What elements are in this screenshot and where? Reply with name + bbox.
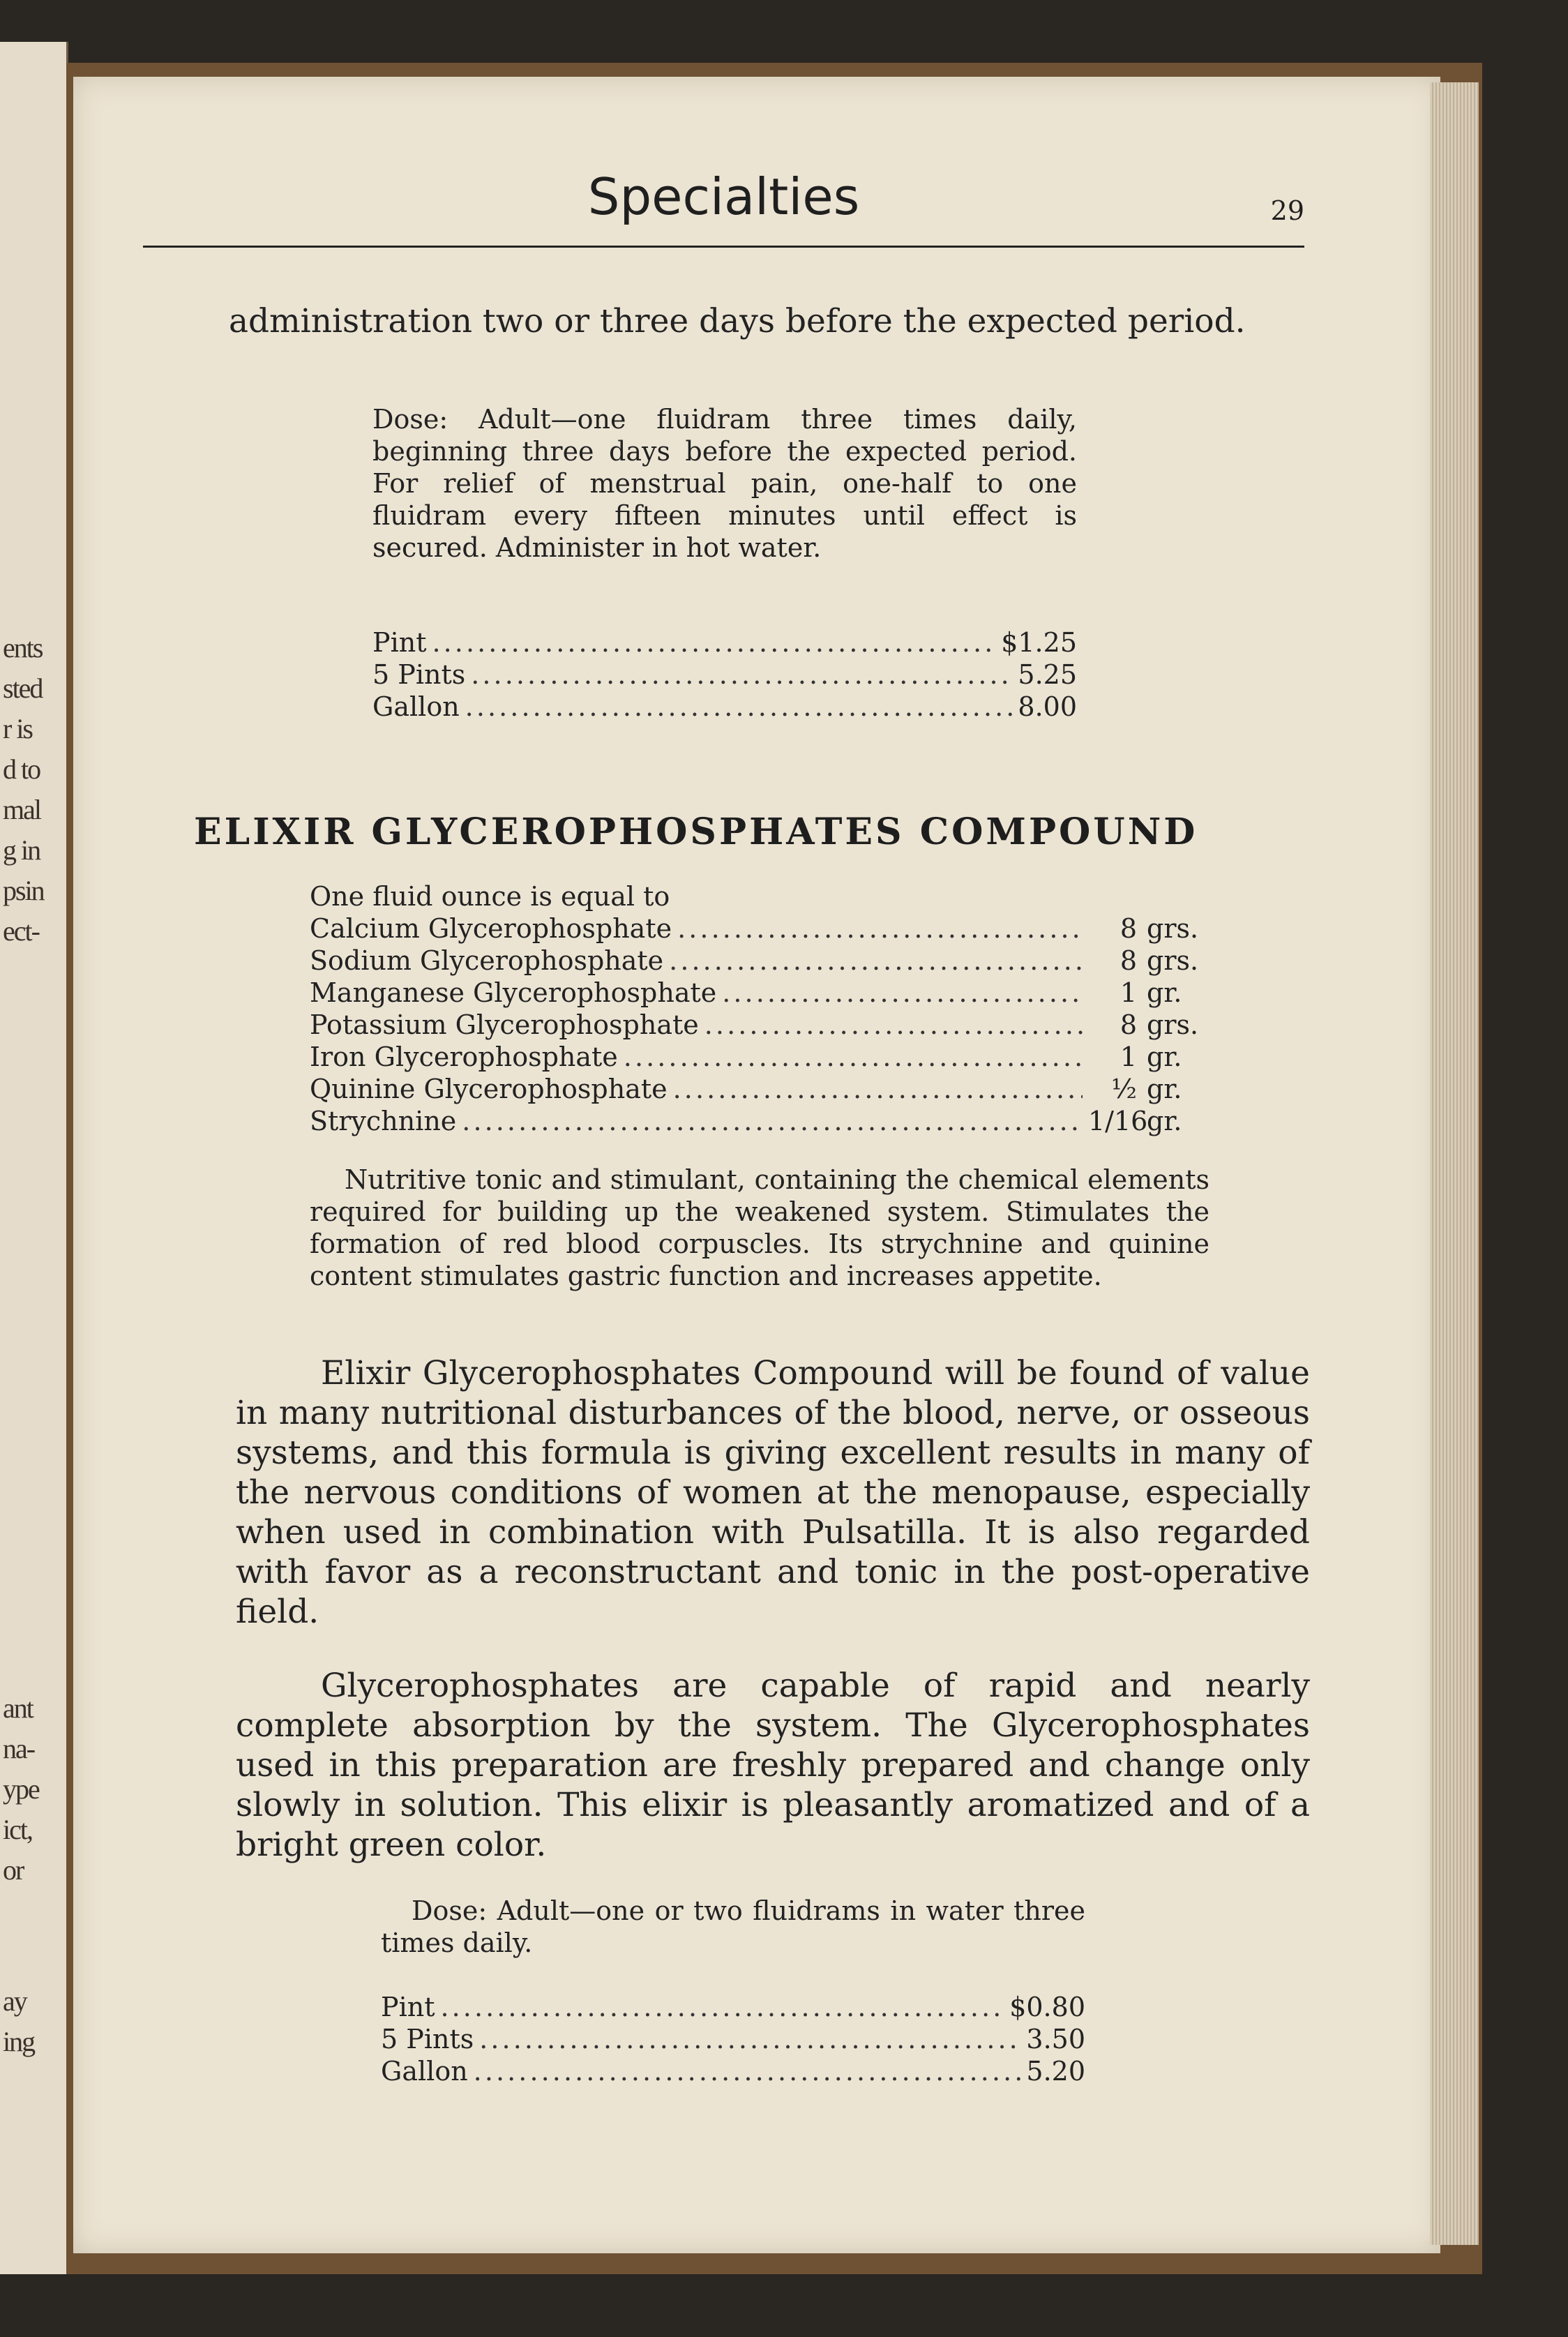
price-value: 5.25	[1018, 659, 1077, 690]
price-value: 8.00	[1018, 691, 1077, 722]
left-page-fragment: ents	[3, 632, 43, 663]
dot-leader	[669, 945, 1083, 977]
left-page-fragment: r is	[3, 713, 32, 744]
ingredients-intro: One fluid ounce is equal to	[310, 881, 670, 912]
dot-leader	[440, 1991, 1004, 2023]
left-page-fragment: psin	[3, 875, 44, 906]
price-row	[372, 626, 1077, 659]
ingredient-row	[310, 945, 1216, 977]
left-page-fragment: mal	[3, 794, 40, 825]
left-page-fragment: ant	[3, 1692, 33, 1724]
dot-leader	[722, 977, 1083, 1009]
ingredient-name: Iron Glycerophosphate	[310, 1042, 618, 1072]
price-item: Gallon	[372, 691, 460, 722]
ingredient-qty: 1	[1120, 977, 1137, 1008]
dose-paragraph: Dose: Adult—one fluidram three times daily, beginning three days before the expected period. For relief of menstrual pain, one-half to one fluidram every fifteen minutes until effect is secured. Administer in hot water.	[372, 404, 1077, 563]
ingredient-qty: 8	[1120, 1009, 1137, 1040]
left-page-fragment: ict,	[3, 1814, 32, 1845]
dot-leader	[479, 2023, 1020, 2055]
ingredient-unit: grs.	[1147, 945, 1199, 976]
ingredient-row	[310, 977, 1216, 1009]
left-page-fragment: ect-	[3, 915, 39, 947]
price-item: 5 Pints	[372, 659, 466, 690]
ingredient-name: Potassium Glycerophosphate	[310, 1009, 699, 1040]
ingredient-qty: 1	[1120, 1042, 1137, 1072]
price-row	[381, 1991, 1085, 2023]
ingredients-table	[310, 912, 1216, 1137]
ingredient-qty: 1/16	[1088, 1106, 1148, 1136]
dot-leader	[624, 1041, 1083, 1073]
description-paragraph: Nutritive tonic and stimulant, containing the chemical elements required for building up the weakened system. Stimulates the formation of red blood corpuscles. Its strychnine and quinine content stimulates gastric function and increases appetite.	[310, 1164, 1209, 1291]
ingredient-name: Strychnine	[310, 1106, 457, 1136]
ingredient-unit: grs.	[1147, 913, 1199, 944]
ingredient-row	[310, 1009, 1216, 1041]
ingredient-unit: gr.	[1147, 1042, 1182, 1072]
price-row	[372, 691, 1077, 723]
ingredient-unit: gr.	[1147, 1106, 1182, 1136]
page-number: 29	[1270, 195, 1304, 226]
page-edges	[1430, 82, 1479, 2245]
price-value: 5.20	[1026, 2056, 1085, 2087]
dot-leader	[432, 626, 995, 659]
ingredient-name: Manganese Glycerophosphate	[310, 977, 717, 1008]
left-page-fragment: na-	[3, 1733, 35, 1764]
dot-leader	[673, 1073, 1083, 1105]
price-row	[381, 2055, 1085, 2087]
left-page-edge	[0, 42, 68, 2274]
dot-leader	[471, 659, 1012, 691]
ingredient-qty: 8	[1120, 913, 1137, 944]
left-page-fragment: g in	[3, 834, 40, 866]
price-table	[372, 626, 1077, 723]
left-page-fragment: sted	[3, 672, 43, 704]
left-page-fragment: ype	[3, 1773, 39, 1805]
price-value: 3.50	[1026, 2024, 1085, 2054]
ingredient-qty: ½	[1111, 1074, 1137, 1104]
left-page-fragment: d to	[3, 753, 40, 785]
dot-leader	[474, 2055, 1021, 2087]
ingredient-row	[310, 1105, 1216, 1137]
ingredient-name: Calcium Glycerophosphate	[310, 913, 672, 944]
left-page-fragment: ay	[3, 1985, 27, 2017]
price-table-2	[381, 1991, 1085, 2087]
body-paragraph-1: Elixir Glycerophosphates Compound will be found of value in many nutritional disturbances of the blood, nerve, or osseous systems, and this formula is giving excellent results in many of the nervous conditions of women at the menopause, especially when used in combination with Pulsatilla. It is also regarded with favor as a reconstructant and tonic in the post-operative field.	[236, 1354, 1310, 1631]
ingredient-unit: gr.	[1147, 1074, 1182, 1104]
ingredient-row	[310, 912, 1216, 945]
ingredient-name: Sodium Glycerophosphate	[310, 945, 664, 976]
price-item: 5 Pints	[381, 2024, 474, 2054]
dot-leader	[704, 1009, 1083, 1041]
price-row	[372, 659, 1077, 691]
dot-leader	[462, 1105, 1083, 1137]
ingredient-name: Quinine Glycerophosphate	[310, 1074, 668, 1104]
price-item: Gallon	[381, 2056, 468, 2087]
price-item: Pint	[381, 1992, 435, 2022]
dot-leader	[677, 912, 1083, 945]
price-value: $1.25	[1001, 627, 1077, 658]
price-item: Pint	[372, 627, 427, 658]
ingredient-qty: 8	[1120, 945, 1137, 976]
price-value: $0.80	[1009, 1992, 1085, 2022]
dose-paragraph-2: Dose: Adult—one or two fluidrams in water three times daily.	[381, 1895, 1085, 1958]
left-page-fragment: or	[3, 1854, 24, 1886]
page-title: Specialties	[587, 167, 860, 226]
dot-leader	[465, 691, 1013, 723]
ingredient-row	[310, 1041, 1216, 1073]
page-header	[143, 162, 1304, 248]
ingredient-row	[310, 1073, 1216, 1105]
ingredient-unit: gr.	[1147, 977, 1182, 1008]
section-title: ELIXIR GLYCEROPHOSPHATES COMPOUND	[194, 811, 1198, 853]
body-paragraph-2: Glycerophosphates are capable of rapid and nearly complete absorption by the system. The Glycerophosphates used in this preparation are freshly prepared and change only slowly in solution. This elixir is pleasantly aromatized and of a bright green color.	[236, 1667, 1310, 1864]
price-row	[381, 2023, 1085, 2055]
ingredient-unit: grs.	[1147, 1009, 1199, 1040]
left-page-fragment: ing	[3, 2026, 35, 2057]
continuation-paragraph: administration two or three days before the expected period.	[229, 302, 1246, 340]
